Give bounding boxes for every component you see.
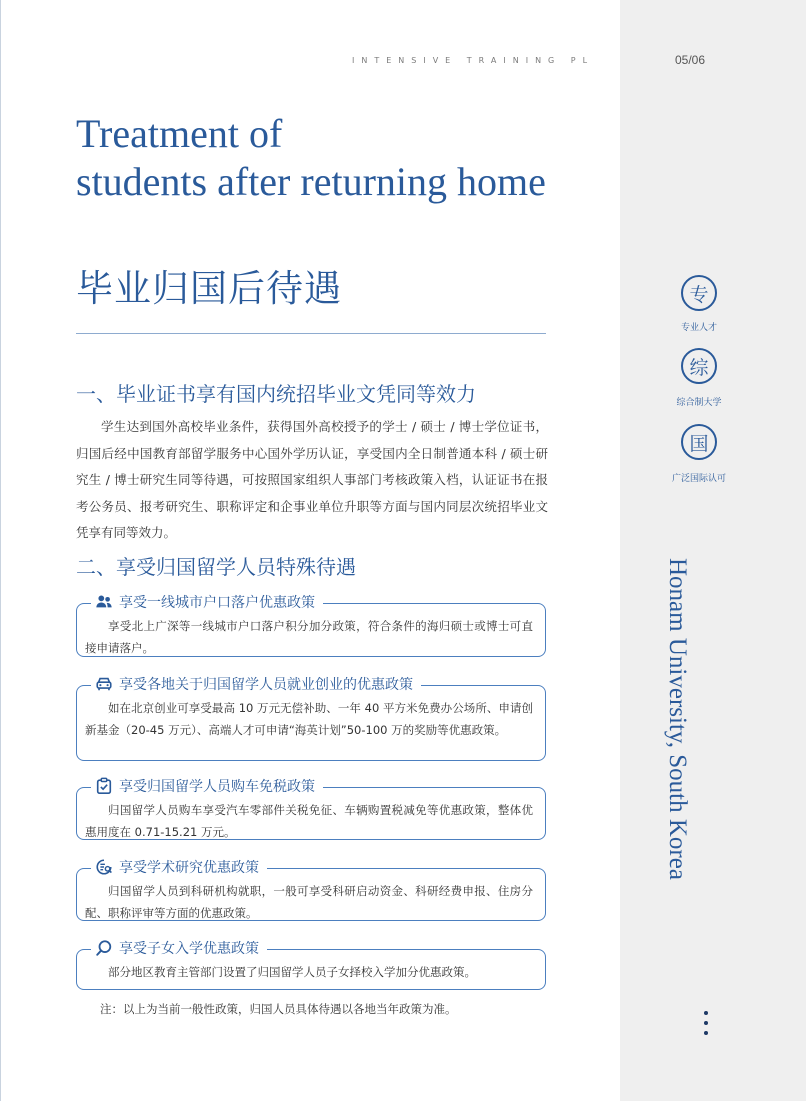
card-title: 享受学术研究优惠政策 [119, 860, 259, 876]
card-text: 归国留学人员到科研机构就职，一般可享受科研启动资金、科研经费申报、住房分配、职称评审等方面的优惠政策。 [85, 884, 533, 920]
card-text: 如在北京创业可享受最高 10 万元无偿补助、一年 40 平方米免费办公场所、申请创新基金（20-45 万元）、高端人才可申请“海英计划”50-100 万的奖励等优惠政策。 [85, 701, 533, 737]
badge-international-icon: 国 [681, 424, 717, 460]
card-title: 享受一线城市户口落户优惠政策 [119, 595, 315, 611]
magnifier-icon [95, 939, 113, 957]
badge-comprehensive-icon: 综 [681, 348, 717, 384]
title-english-line2: students after returning home [76, 159, 546, 204]
people-icon [95, 593, 113, 611]
badge-professional-icon: 专 [681, 275, 717, 311]
page-number: 05/06 [675, 53, 706, 67]
card-text: 享受北上广深等一线城市户口落户积分加分政策，符合条件的海归硕士或博士可直接申请落户。 [85, 619, 533, 655]
card-text: 部分地区教育主管部门设置了归国留学人员子女择校入学加分优惠政策。 [108, 965, 476, 979]
policy-note: 注：以上为当前一般性政策，归国人员具体待遇以各地当年政策为准。 [100, 1002, 457, 1016]
title-divider [76, 333, 546, 334]
title-english-line1: Treatment of [76, 111, 283, 156]
card-title: 享受子女入学优惠政策 [119, 941, 259, 957]
badge-label: 综合制大学 [676, 398, 722, 408]
badge-label: 专业人才 [680, 323, 717, 333]
car-icon [95, 675, 113, 693]
title-chinese: 毕业归国后待遇 [76, 267, 342, 310]
clipboard-check-icon [95, 777, 113, 795]
card-title: 享受归国留学人员购车免税政策 [119, 779, 315, 795]
policy-card-research [76, 860, 546, 921]
section1-body: 学生达到国外高校毕业条件，获得国外高校授予的学士 / 硕士 / 博士学位证书，归国后经中国教育部留学服务中心国外学历认证，享受国内全日制普通本科 / 硕士研究生 / 博士研究生同等待遇，可按照国家组织人事部门考核政策入档，认证证书在报考公务员、报考研究生、职称评定和企事业单位升职等方面与国内同层次统招毕业文凭享有同等效力。 [76, 419, 548, 540]
policy-card-employment [76, 677, 546, 761]
section1-heading: 一、毕业证书享有国内统招毕业文凭同等效力 [76, 382, 476, 406]
card-text: 归国留学人员购车享受汽车零部件关税免征、车辆购置税减免等优惠政策，整体优惠用度在 0.71-15.21 万元。 [85, 803, 533, 839]
policy-card-children [76, 941, 546, 990]
page-left-border [0, 0, 1, 1101]
header-label: INTENSIVE TRAINING PL [352, 56, 595, 65]
badge-label: 广泛国际认可 [671, 474, 726, 484]
more-menu-icon[interactable] [704, 1011, 709, 1041]
university-name: Honam University, South Korea [664, 558, 691, 880]
sidebar [620, 0, 806, 1101]
title-english [76, 110, 616, 206]
card-title: 享受各地关于归国留学人员就业创业的优惠政策 [119, 677, 413, 693]
section2-heading: 二、享受归国留学人员特殊待遇 [76, 555, 356, 579]
policy-card-hukou [76, 595, 546, 657]
policy-card-car-tax [76, 779, 546, 840]
research-icon [95, 858, 113, 876]
